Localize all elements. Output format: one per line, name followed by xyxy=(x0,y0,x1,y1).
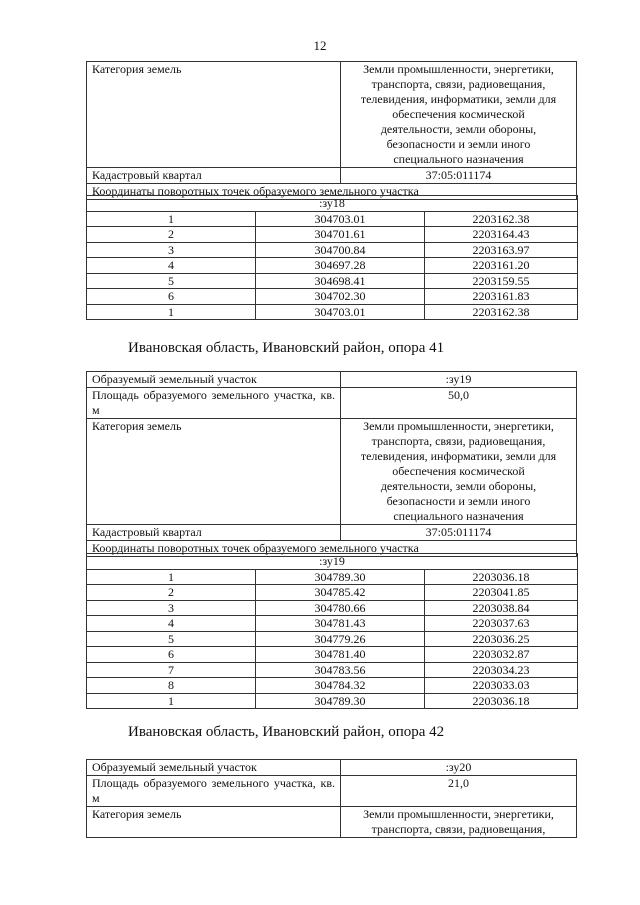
table-row: 7 304783.56 2203034.23 xyxy=(87,662,578,678)
page-number: 12 xyxy=(313,38,327,53)
table-row: 1 304789.30 2203036.18 xyxy=(87,693,578,709)
coords-table-zu18 xyxy=(86,195,578,320)
parcel-id: :зу18 xyxy=(87,196,578,212)
category-label: Категория земель xyxy=(87,62,341,168)
parcel-id: :зу19 xyxy=(87,554,578,570)
table-row xyxy=(87,388,577,419)
parcel-table-zu18 xyxy=(86,61,577,200)
table-row xyxy=(87,525,577,541)
area-label: Площадь образуемого земельного участка, кв. м xyxy=(87,776,341,807)
area-value: 21,0 xyxy=(341,776,577,807)
table-row: 5 304698.41 2203159.55 xyxy=(87,273,578,289)
table-row xyxy=(87,62,577,168)
coords-label: Координаты поворотных точек образуемого земельного участка xyxy=(87,541,577,557)
parcel-label: Образуемый земельный участок xyxy=(87,372,341,388)
parcel-value: :зу20 xyxy=(341,760,577,776)
table-row xyxy=(87,760,577,776)
table-row: 4 304697.28 2203161.20 xyxy=(87,258,578,274)
table-row: 8 304784.32 2203033.03 xyxy=(87,678,578,694)
table-row: 1 304703.01 2203162.38 xyxy=(87,211,578,227)
category-label: Категория земель xyxy=(87,807,341,838)
cadastral-label: Кадастровый квартал xyxy=(87,168,341,184)
table-row: 3 304700.84 2203163.97 xyxy=(87,242,578,258)
table-row: 5 304779.26 2203036.25 xyxy=(87,631,578,647)
coords-label: Координаты поворотных точек образуемого земельного участка xyxy=(87,184,577,200)
table-row: 6 304781.40 2203032.87 xyxy=(87,647,578,663)
table-row: 3 304780.66 2203038.84 xyxy=(87,600,578,616)
table-row: 6 304702.30 2203161.83 xyxy=(87,289,578,305)
parcel-table-zu19 xyxy=(86,371,577,557)
cadastral-value: 37:05:011174 xyxy=(341,168,577,184)
table-row: 1 304703.01 2203162.38 xyxy=(87,304,578,320)
category-label: Категория земель xyxy=(87,419,341,525)
table-row xyxy=(87,807,577,838)
parcel-value: :зу19 xyxy=(341,372,577,388)
coords-table-zu19 xyxy=(86,553,578,709)
category-value: Земли промышленности, энергетики, транспорта, связи, радиовещания, xyxy=(341,807,577,838)
table-row xyxy=(87,372,577,388)
category-value: Земли промышленности, энергетики, транспорта, связи, радиовещания, телевидения, информатики, земли для обеспечения космической деятельности, земли обороны, безопасности и земли иного специального назначения xyxy=(341,419,577,525)
area-value: 50,0 xyxy=(341,388,577,419)
section-heading-opora-41: Ивановская область, Ивановский район, опора 41 xyxy=(128,340,445,356)
category-value: Земли промышленности, энергетики, транспорта, связи, радиовещания, телевидения, информатики, земли для обеспечения космической деятельности, земли обороны, безопасности и земли иного специального назначения xyxy=(341,62,577,168)
table-row: 2 304785.42 2203041.85 xyxy=(87,585,578,601)
table-row xyxy=(87,776,577,807)
cadastral-value: 37:05:011174 xyxy=(341,525,577,541)
table-row xyxy=(87,419,577,525)
parcel-label: Образуемый земельный участок xyxy=(87,760,341,776)
cadastral-label: Кадастровый квартал xyxy=(87,525,341,541)
table-row xyxy=(87,168,577,184)
table-row: 2 304701.61 2203164.43 xyxy=(87,227,578,243)
table-row: 1 304789.30 2203036.18 xyxy=(87,569,578,585)
area-label: Площадь образуемого земельного участка, кв. м xyxy=(87,388,341,419)
section-heading-opora-42: Ивановская область, Ивановский район, опора 42 xyxy=(128,724,445,740)
parcel-table-zu20 xyxy=(86,759,577,838)
table-row: 4 304781.43 2203037.63 xyxy=(87,616,578,632)
